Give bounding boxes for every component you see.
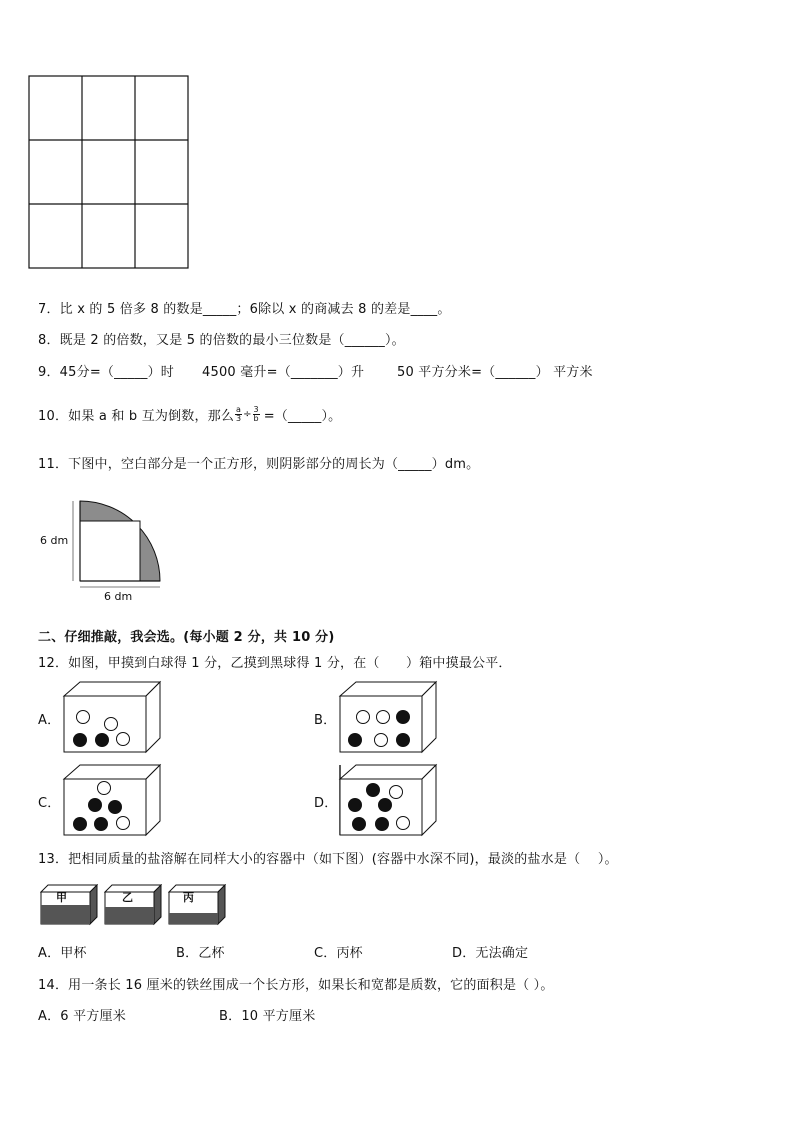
box-d [338, 763, 440, 837]
question-10-prefix: 10．如果 a 和 b 互为倒数，那么 [38, 409, 235, 424]
black-ball [73, 733, 87, 747]
black-ball [396, 710, 410, 724]
question-11: 11．下图中，空白部分是一个正方形，则阴影部分的周长为（_____）dm。 [38, 457, 480, 472]
white-ball [117, 733, 130, 746]
q13-option-d: D．无法确定 [452, 946, 529, 961]
black-ball [73, 817, 87, 831]
question-13: 13．把相同质量的盐溶解在同样大小的容器中（如下图）(容器中水深不同)，最淡的盐水是（ ）。 [38, 852, 618, 867]
black-ball [378, 798, 392, 812]
bottom-length-label: 6 dm [104, 590, 133, 603]
box-b [338, 680, 440, 754]
q14-option-b: B．10 平方厘米 [219, 1009, 316, 1024]
black-ball [88, 798, 102, 812]
q13-option-a: A．甲杯 [38, 946, 87, 961]
black-ball [94, 817, 108, 831]
fraction-denominator: 3 [235, 414, 242, 423]
q14-option-a: A．6 平方厘米 [38, 1009, 126, 1024]
black-ball [95, 733, 109, 747]
q13-option-c: C．丙杯 [314, 946, 363, 961]
black-ball [366, 783, 380, 797]
option-a-label: A． [38, 713, 61, 728]
fraction-numerator: 3 [253, 405, 259, 414]
white-ball [117, 817, 130, 830]
fraction-a-over-3 [235, 406, 242, 423]
question-7: 7．比 x 的 5 倍多 8 的数是_____；6除以 x 的商减去 8 的差是____。 [38, 302, 451, 317]
question-10 [38, 405, 341, 424]
divide-sign: ÷ [243, 409, 252, 420]
fraction-denominator: b [253, 414, 259, 423]
question-9-part-a: 9．45分=（_____）时 [38, 365, 175, 380]
option-b-label: B． [314, 713, 337, 728]
box-c [62, 763, 164, 837]
white-ball [377, 711, 390, 724]
white-ball [375, 734, 388, 747]
black-ball [396, 733, 410, 747]
quarter-circle-figure [38, 495, 168, 607]
question-9-part-c: 50 平方分米=（______） 平方米 [397, 365, 593, 380]
black-ball [108, 800, 122, 814]
cup-label-yi: 乙 [122, 891, 133, 904]
cup-yi [104, 884, 162, 926]
white-ball [357, 711, 370, 724]
white-ball [105, 718, 118, 731]
option-d-label: D． [314, 796, 338, 811]
side-length-label: 6 dm [40, 534, 69, 547]
option-c-label: C． [38, 796, 61, 811]
black-ball [348, 733, 362, 747]
black-ball [348, 798, 362, 812]
question-12: 12．如图，甲摸到白球得 1 分，乙摸到黑球得 1 分，在（ ）箱中摸最公平． [38, 656, 512, 671]
white-ball [390, 786, 403, 799]
section-2-title: 二、仔细推敲，我会选。(每小题 2 分，共 10 分) [38, 630, 335, 645]
cup-label-bing: 丙 [183, 891, 194, 904]
white-ball [98, 782, 111, 795]
fraction-3-over-b [253, 406, 260, 423]
question-8: 8．既是 2 的倍数，又是 5 的倍数的最小三位数是（______）。 [38, 333, 405, 348]
three-by-three-grid [28, 75, 190, 270]
cup-jia [40, 884, 98, 926]
white-ball [77, 711, 90, 724]
white-ball [397, 817, 410, 830]
question-14: 14．用一条长 16 厘米的铁丝围成一个长方形，如果长和宽都是质数，它的面积是（ ）。 [38, 978, 554, 993]
black-ball [352, 817, 366, 831]
question-10-suffix: =（_____）。 [263, 409, 342, 424]
q13-option-b: B．乙杯 [176, 946, 225, 961]
fraction-numerator: a [236, 405, 242, 414]
cup-bing [168, 884, 226, 926]
black-ball [375, 817, 389, 831]
cup-label-jia: 甲 [56, 891, 67, 904]
box-a [62, 680, 164, 754]
question-9-part-b: 4500 毫升=（_______）升 [202, 365, 365, 380]
